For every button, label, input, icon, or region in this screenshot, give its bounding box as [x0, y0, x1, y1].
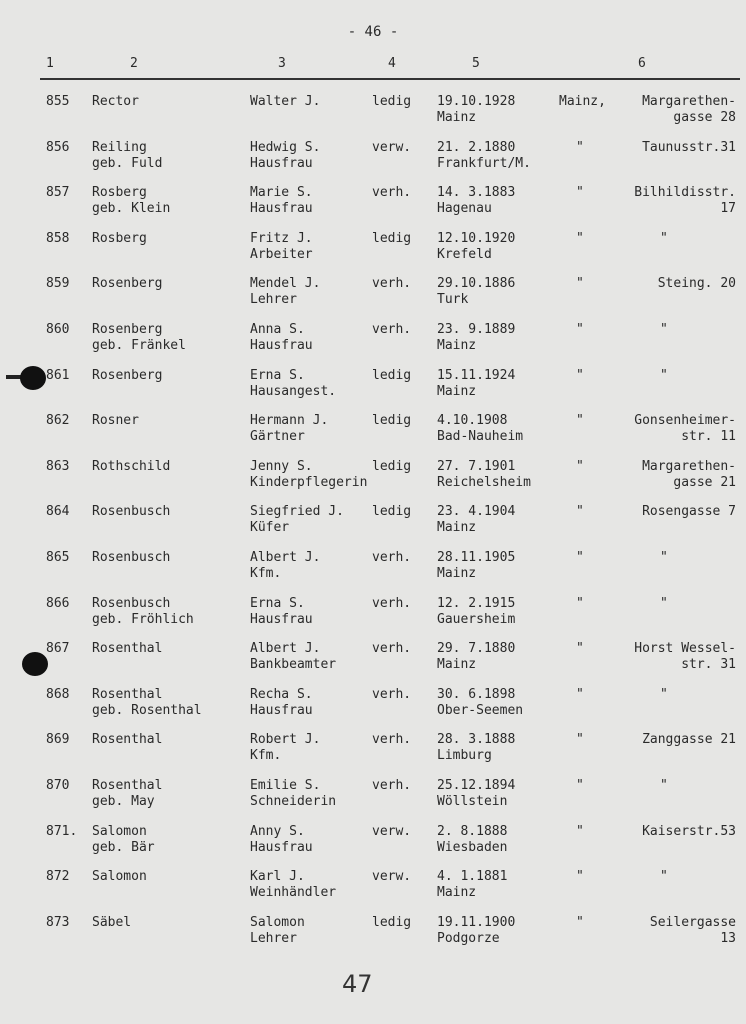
column-header-1: 1 — [46, 56, 54, 71]
entry-number: 871. — [46, 823, 78, 839]
birth-date-place: 23. 9.1889 Mainz — [437, 322, 516, 353]
birth-date-place: 28.11.1905 Mainz — [437, 550, 516, 581]
birth-date-place: 15.11.1924 Mainz — [437, 367, 516, 399]
table-row — [0, 504, 746, 548]
column-header-2: 2 — [130, 56, 138, 71]
surname: Salomon geb. Bär — [92, 823, 155, 855]
given-name-occupation: Anna S. Hausfrau — [250, 322, 313, 353]
entry-number: 859 — [46, 276, 70, 292]
surname: Rothschild — [92, 458, 171, 474]
birth-date-place: 27. 7.1901 Reichelsheim — [437, 458, 531, 490]
marital-status: verw. — [372, 823, 412, 839]
entry-number: 868 — [46, 686, 70, 702]
given-name-occupation: Erna S. Hausfrau — [250, 595, 313, 627]
entry-number: 858 — [46, 230, 70, 246]
given-name-occupation: Albert J. Bankbeamter — [250, 641, 337, 673]
ditto-mark: " — [576, 230, 584, 246]
birth-date-place: 2. 8.1888 Wiesbaden — [437, 823, 508, 855]
ditto-mark: " — [576, 322, 584, 337]
residence-city: Mainz, — [559, 94, 606, 109]
ditto-mark: " — [576, 458, 584, 474]
ditto-mark: " — [576, 732, 584, 748]
marital-status: ledig — [372, 367, 412, 383]
surname: Rosner — [92, 413, 139, 429]
surname: Rosenbusch — [92, 550, 171, 565]
ditto-mark: " — [660, 230, 668, 246]
surname: Rector — [92, 94, 139, 109]
ditto-mark: " — [576, 595, 584, 611]
surname: Säbel — [92, 914, 132, 930]
entry-number: 862 — [46, 413, 70, 429]
address: Steing. 20 — [657, 276, 736, 292]
table-row — [0, 596, 746, 640]
ditto-mark: " — [576, 778, 584, 793]
marital-status: ledig — [372, 230, 412, 246]
ditto-mark: " — [576, 823, 584, 839]
given-name-occupation: Emilie S. Schneiderin — [250, 778, 337, 809]
header-rule — [40, 78, 740, 80]
address: Kaiserstr.53 — [642, 823, 736, 839]
surname: Rosenthal geb. May — [92, 778, 163, 809]
handwritten-page-number: 47 — [342, 970, 373, 998]
entry-number: 864 — [46, 504, 70, 520]
ditto-mark: " — [576, 869, 584, 885]
column-header-5: 5 — [472, 56, 480, 71]
ditto-mark: " — [660, 686, 668, 702]
table-row — [0, 459, 746, 503]
address: Rosengasse 7 — [642, 504, 736, 520]
ditto-mark: " — [576, 367, 584, 383]
table-row — [0, 276, 746, 320]
ditto-mark: " — [576, 413, 584, 429]
birth-date-place: 29. 7.1880 Mainz — [437, 641, 516, 673]
birth-date-place: 4.10.1908 Bad-Nauheim — [437, 413, 524, 445]
surname: Rosenbusch — [92, 504, 171, 520]
surname: Rosenberg geb. Fränkel — [92, 322, 186, 353]
marital-status: verh. — [372, 276, 412, 292]
marital-status: verh. — [372, 550, 412, 565]
entry-number: 867 — [46, 641, 70, 657]
table-row — [0, 368, 746, 412]
birth-date-place: 14. 3.1883 Hagenau — [437, 185, 516, 217]
marital-status: verw. — [372, 139, 412, 155]
marital-status: verw. — [372, 869, 412, 885]
column-header-6: 6 — [638, 56, 646, 71]
ditto-mark: " — [660, 322, 668, 337]
birth-date-place: 19.11.1900 Podgorze — [437, 914, 516, 946]
ditto-mark: " — [576, 139, 584, 155]
birth-date-place: 29.10.1886 Turk — [437, 276, 516, 308]
entry-number: 863 — [46, 458, 70, 474]
given-name-occupation: Erna S. Hausangest. — [250, 367, 337, 399]
column-header-3: 3 — [278, 56, 286, 71]
marital-status: ledig — [372, 458, 412, 474]
punch-hole — [20, 366, 46, 390]
ditto-mark: " — [576, 550, 584, 565]
surname: Rosenthal — [92, 641, 163, 657]
entry-number: 873 — [46, 914, 70, 930]
ditto-mark: " — [660, 778, 668, 793]
punch-hole — [22, 652, 48, 676]
table-row — [0, 413, 746, 457]
birth-date-place: 25.12.1894 Wöllstein — [437, 778, 516, 809]
given-name-occupation: Anny S. Hausfrau — [250, 823, 313, 855]
address: Margarethen- gasse 28 — [642, 94, 736, 125]
given-name-occupation: Karl J. Weinhändler — [250, 869, 337, 901]
table-row — [0, 778, 746, 822]
table-row — [0, 732, 746, 776]
table-row — [0, 322, 746, 366]
marital-status: verh. — [372, 641, 412, 657]
marital-status: verh. — [372, 686, 412, 702]
birth-date-place: 21. 2.1880 Frankfurt/M. — [437, 139, 531, 171]
birth-date-place: 19.10.1928 Mainz — [437, 94, 516, 125]
address: Seilergasse 13 — [649, 914, 736, 946]
entry-number: 866 — [46, 595, 70, 611]
surname: Rosenberg — [92, 276, 163, 292]
given-name-occupation: Albert J. Kfm. — [250, 550, 321, 581]
ditto-mark: " — [660, 869, 668, 885]
birth-date-place: 30. 6.1898 Ober-Seemen — [437, 686, 524, 718]
marital-status: verh. — [372, 732, 412, 748]
ditto-mark: " — [576, 276, 584, 292]
surname: Rosenthal — [92, 732, 163, 748]
surname: Rosberg geb. Klein — [92, 185, 171, 217]
ditto-mark: " — [576, 185, 584, 201]
marital-status: ledig — [372, 504, 412, 520]
ditto-mark: " — [576, 686, 584, 702]
address: Margarethen- gasse 21 — [642, 458, 736, 490]
birth-date-place: 12.10.1920 Krefeld — [437, 230, 516, 262]
marital-status: verh. — [372, 778, 412, 793]
given-name-occupation: Hedwig S. Hausfrau — [250, 139, 321, 171]
ditto-mark: " — [576, 641, 584, 657]
table-row — [0, 824, 746, 868]
marital-status: ledig — [372, 914, 412, 930]
given-name-occupation: Walter J. — [250, 94, 321, 109]
birth-date-place: 4. 1.1881 Mainz — [437, 869, 508, 901]
table-row — [0, 915, 746, 959]
surname: Reiling geb. Fuld — [92, 139, 163, 171]
marital-status: ledig — [372, 94, 412, 109]
ditto-mark: " — [576, 914, 584, 930]
ditto-mark: " — [576, 504, 584, 520]
given-name-occupation: Mendel J. Lehrer — [250, 276, 321, 308]
entry-number: 869 — [46, 732, 70, 748]
marital-status: verh. — [372, 322, 412, 337]
table-row — [0, 185, 746, 229]
address: Gonsenheimer- str. 11 — [634, 413, 736, 445]
ditto-mark: " — [660, 595, 668, 611]
ditto-mark: " — [660, 550, 668, 565]
entry-number: 870 — [46, 778, 70, 793]
entry-number: 865 — [46, 550, 70, 565]
page-number: - 46 - — [347, 24, 399, 40]
column-header-4: 4 — [388, 56, 396, 71]
entry-number: 857 — [46, 185, 70, 201]
given-name-occupation: Hermann J. Gärtner — [250, 413, 329, 445]
surname: Rosenthal geb. Rosenthal — [92, 686, 202, 718]
given-name-occupation: Fritz J. Arbeiter — [250, 230, 313, 262]
marital-status: verh. — [372, 185, 412, 201]
given-name-occupation: Marie S. Hausfrau — [250, 185, 313, 217]
given-name-occupation: Salomon Lehrer — [250, 914, 305, 946]
entry-number: 860 — [46, 322, 70, 337]
birth-date-place: 12. 2.1915 Gauersheim — [437, 595, 516, 627]
surname: Rosenbusch geb. Fröhlich — [92, 595, 194, 627]
entry-number: 855 — [46, 94, 70, 109]
table-row — [0, 231, 746, 275]
marital-status: ledig — [372, 413, 412, 429]
address: Taunusstr.31 — [642, 139, 736, 155]
table-row — [0, 869, 746, 913]
address: Horst Wessel- str. 31 — [634, 641, 736, 673]
entry-number: 861 — [46, 367, 70, 383]
given-name-occupation: Siegfried J. Küfer — [250, 504, 344, 536]
ditto-mark: " — [660, 367, 668, 383]
birth-date-place: 23. 4.1904 Mainz — [437, 504, 516, 536]
table-row — [0, 550, 746, 594]
address: Bilhildisstr. 17 — [634, 185, 736, 217]
surname: Rosenberg — [92, 367, 163, 383]
marital-status: verh. — [372, 595, 412, 611]
table-row — [0, 140, 746, 184]
given-name-occupation: Recha S. Hausfrau — [250, 686, 313, 718]
given-name-occupation: Robert J. Kfm. — [250, 732, 321, 764]
surname: Salomon — [92, 869, 147, 885]
given-name-occupation: Jenny S. Kinderpflegerin — [250, 458, 368, 490]
entry-number: 856 — [46, 139, 70, 155]
address: Zanggasse 21 — [642, 732, 736, 748]
surname: Rosberg — [92, 230, 147, 246]
table-row — [0, 641, 746, 685]
table-row — [0, 687, 746, 731]
birth-date-place: 28. 3.1888 Limburg — [437, 732, 516, 764]
entry-number: 872 — [46, 869, 70, 885]
table-row — [0, 94, 746, 138]
